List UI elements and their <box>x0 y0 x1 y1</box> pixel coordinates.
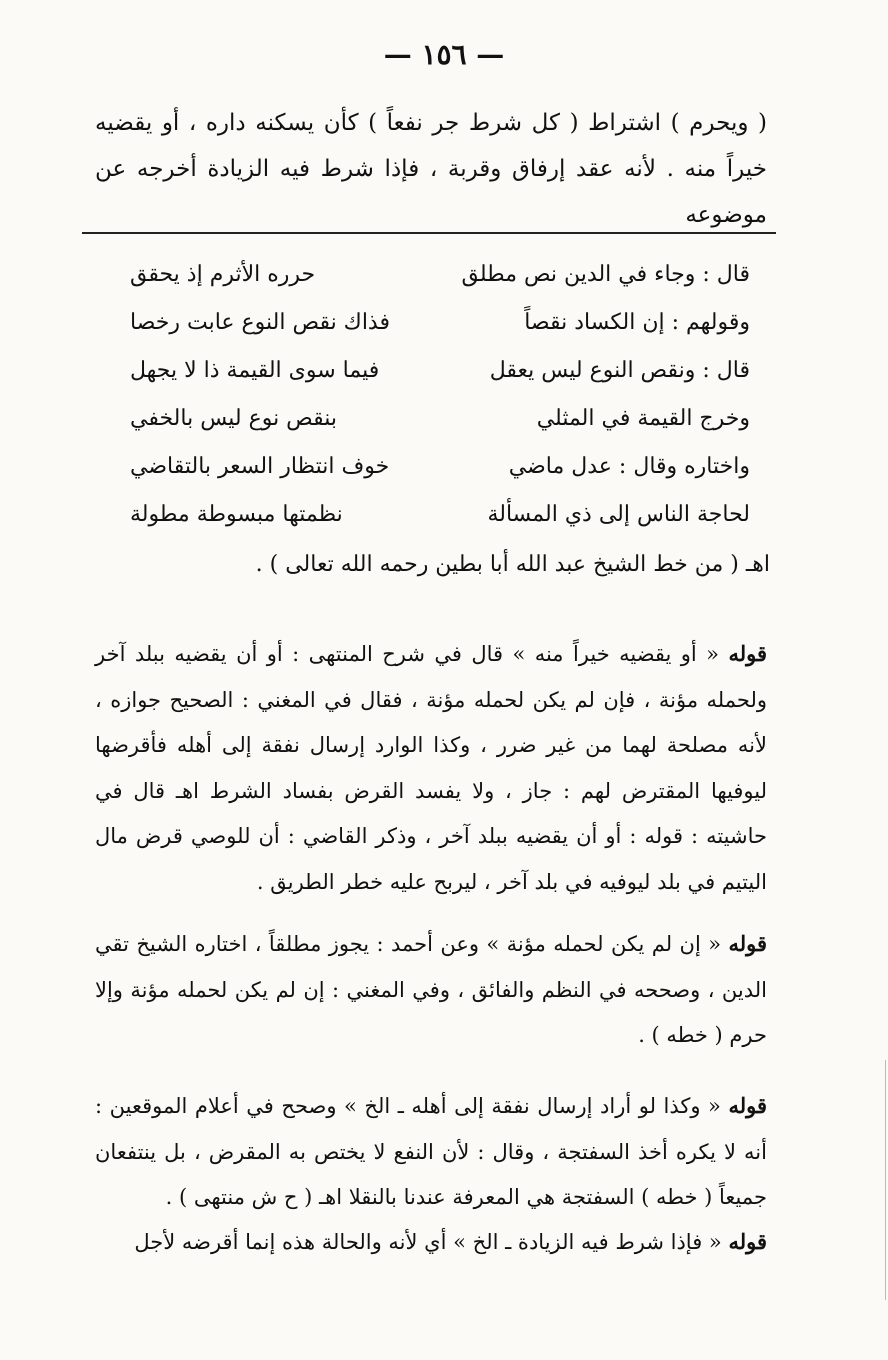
commentary-note <box>95 631 767 905</box>
poem-verse <box>110 442 750 490</box>
poem-verse <box>110 298 750 346</box>
commentary-note <box>95 1219 767 1266</box>
page-number: — ١٥٦ — <box>383 38 505 71</box>
note-keyword: قوله <box>728 931 767 956</box>
divider-line <box>82 232 776 234</box>
note-keyword: قوله <box>728 1093 767 1118</box>
main-text: ( ويحرم ) اشتراط ( كل شرط جر نفعاً ) كأن يسكنه داره ، أو يقضيه خيراً منه . لأنه عقد إرفاق وقربة ، فإذا شرط فيه الزيادة أخرجه عن موضوعه <box>95 110 767 228</box>
poem-verse <box>110 490 750 538</box>
commentary-note <box>95 1083 767 1221</box>
verse-second-hemistich: فذاك نقص النوع عابت رخصا <box>130 309 390 335</box>
verse-second-hemistich: فيما سوى القيمة ذا لا يجهل <box>130 357 380 383</box>
verse-first-hemistich: قال : وجاء في الدين نص مطلق <box>461 261 750 287</box>
poem-verse <box>110 250 750 298</box>
note-text: « وكذا لو أراد إرسال نفقة إلى أهله ـ الخ » وصحح في أعلام الموقعين : أنه لا يكره أخذ السفتجة ، وقال : لأن النفع لا يختص به المقرض ، بل ينتفعان جميعاً ( خطه ) السفتجة هي المعرفة عندنا بالنقلا اهـ ( ح ش منتهى ) . <box>95 1094 767 1209</box>
page-edge-line <box>885 1060 886 1300</box>
poem-verse <box>110 346 750 394</box>
verse-second-hemistich: بنقص نوع ليس بالخفي <box>130 405 338 431</box>
poem-attribution: اهـ ( من خط الشيخ عبد الله أبا بطين رحمه الله تعالى ) . <box>255 552 770 577</box>
verse-first-hemistich: قال : ونقص النوع ليس يعقل <box>489 357 750 383</box>
verse-first-hemistich: وقولهم : إن الكساد نقصاً <box>524 309 750 335</box>
verse-first-hemistich: وخرج القيمة في المثلي <box>536 405 750 431</box>
note-text: « أو يقضيه خيراً منه » قال في شرح المنتهى : أو أن يقضيه ببلد آخر ولحمله مؤنة ، فإن لم يكن لحمله مؤنة ، فقال في المغني : الصحيح جوازه ، لأنه مصلحة لهما من غير ضرر ، وكذا الوارد إرسال نفقة إلى أهله فأقرضها ليوفيها المقترض لهم : جاز ، ولا يفسد القرض بفساد الشرط اهـ قال في حاشيته : قوله : أو أن يقضيه ببلد آخر ، وذكر القاضي : أن للوصي قرض مال اليتيم في بلد ليوفيه في بلد آخر ، ليربح عليه خطر الطريق . <box>95 642 767 894</box>
verse-second-hemistich: حرره الأثرم إذ يحقق <box>130 261 316 287</box>
note-text: « إن لم يكن لحمله مؤنة » وعن أحمد : يجوز مطلقاً ، اختاره الشيخ تقي الدين ، وصححه في النظم والفائق ، وفي المغني : إن لم يكن لحمله مؤنة وإلا حرم ( خطه ) . <box>95 932 767 1047</box>
commentary-note <box>95 921 767 1059</box>
verse-second-hemistich: نظمتها مبسوطة مطولة <box>130 501 343 527</box>
verse-second-hemistich: خوف انتظار السعر بالتقاضي <box>130 453 390 479</box>
verse-first-hemistich: واختاره وقال : عدل ماضي <box>508 453 750 479</box>
note-keyword: قوله <box>728 1229 767 1254</box>
poem <box>110 250 750 538</box>
note-keyword: قوله <box>728 641 767 666</box>
poem-verse <box>110 394 750 442</box>
note-text: « فإذا شرط فيه الزيادة ـ الخ » أي لأنه والحالة هذه إنما أقرضه لأجل <box>134 1230 722 1254</box>
verse-first-hemistich: لحاجة الناس إلى ذي المسألة <box>487 501 750 527</box>
